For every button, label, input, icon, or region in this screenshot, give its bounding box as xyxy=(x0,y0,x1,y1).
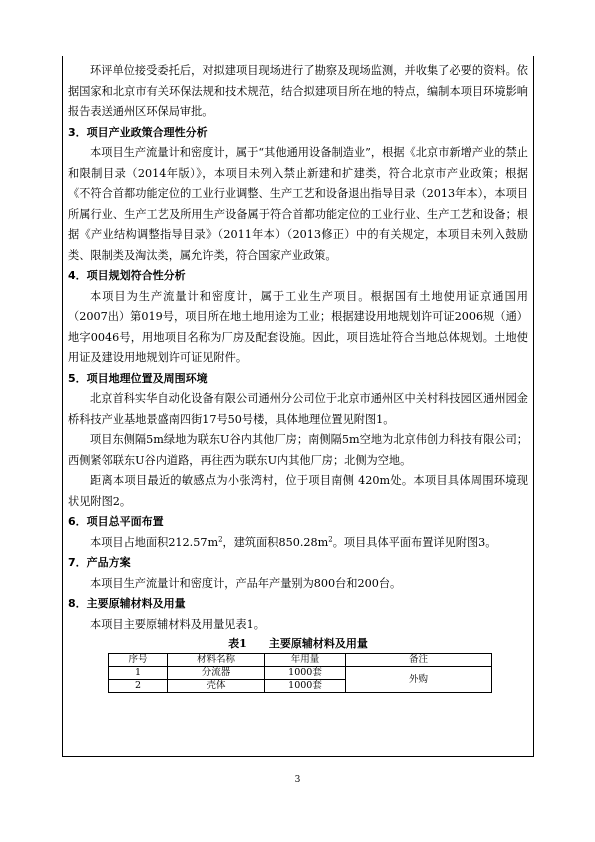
section-heading-3: 3．项目产业政策合理性分析 xyxy=(68,125,208,139)
section-5-paragraph-2: 项目东侧隔5m绿地为联东U谷内其他厂房；南侧隔5m空地为北京伟创力科技有限公司；西侧紧邻联东U谷内道路，再往西为联东U内其他厂房；北侧为空地。 xyxy=(68,433,528,467)
page-number: 3 xyxy=(294,775,301,785)
col-header-name: 材料名称 xyxy=(168,654,265,667)
section-3-paragraph: 本项目生产流量计和密度计，属于“其他通用设备制造业”，根据《北京市新增产业的禁止和限制目录（2014年版）》，本项目未列入禁止新建和扩建类，符合北京市产业政策；根据《不符合首都功能定位的工业行业调整、生产工艺和设备退出指导目录（2013年本），本项目所属行业、生产工艺及所用生产设备属于符合首都功能定位的工业行业、生产工艺和设备；根据《产业结构调整指导目录》（2011年本）（2013修正）中的有关规定，本项目未列入鼓励类、限制类及淘汰类，属允许类，符合国家产业政策。 xyxy=(68,146,528,262)
cell-name: 分流器 xyxy=(168,667,265,680)
cell-no: 1 xyxy=(109,667,168,680)
area-text-3: 。项目具体平面布置详见附图3。 xyxy=(332,535,497,549)
area-sup-2: 2 xyxy=(328,534,333,543)
cell-qty: 1000套 xyxy=(265,680,346,693)
section-heading-8: 8．主要原辅材料及用量 xyxy=(68,597,186,610)
cell-name: 壳体 xyxy=(168,680,265,693)
materials-table xyxy=(108,653,492,693)
table-title: 表1 主要原辅材料及用量 xyxy=(228,637,368,650)
table-header-row xyxy=(109,654,492,667)
cell-qty: 1000套 xyxy=(265,667,346,680)
area-text-1: 本项目占地面积212.57m xyxy=(90,535,219,549)
section-6-paragraph xyxy=(68,533,528,554)
area-text-2: ，建筑面积850.28m xyxy=(222,535,329,549)
section-heading-4: 4．项目规划符合性分析 xyxy=(68,269,186,282)
col-header-qty: 年用量 xyxy=(265,654,346,667)
cell-no: 2 xyxy=(109,680,168,693)
cell-remark: 外购 xyxy=(346,667,492,693)
section-heading-5: 5．项目地理位置及周围环境 xyxy=(68,371,208,385)
intro-paragraph: 环评单位接受委托后，对拟建项目现场进行了勘察及现场监测，并收集了必要的资料。依据国家和北京市有关环保法规和技术规范，结合拟建项目所在地的特点，编制本项目环境影响报告表送通州区环保局审批。 xyxy=(68,64,528,118)
section-5-paragraph-1: 北京首科实华自动化设备有限公司通州分公司位于北京市通州区中关村科技园区通州园金桥科技产业基地景盛南四街17号50号楼，具体地理位置见附图1。 xyxy=(68,392,528,426)
section-7-paragraph: 本项目生产流量计和密度计，产品年产量别为800台和200台。 xyxy=(90,576,402,590)
col-header-remark: 备注 xyxy=(346,654,492,667)
section-5-paragraph-3: 距离本项目最近的敏感点为小张湾村，位于项目南侧 420m处。本项目具体周围环境现状见附图2。 xyxy=(68,474,528,508)
section-8-paragraph: 本项目主要原辅材料及用量见表1。 xyxy=(90,617,265,631)
area-sup-1: 2 xyxy=(218,534,223,543)
section-4-paragraph: 本项目为生产流量计和密度计，属于工业生产项目。根据国有土地使用证京通国用（2007出）第019号，项目所在地土地用途为工业；根据建设用地规划许可证2006规（通）地字0046号，用地项目名称为厂房及配套设施。因此，项目选址符合当地总体规划。土地使用证及建设用地规划许可证见附件。 xyxy=(68,289,528,364)
section-heading-7: 7．产品方案 xyxy=(68,556,131,569)
document-body xyxy=(68,61,528,693)
table-row xyxy=(109,667,492,680)
section-heading-6: 6．项目总平面布置 xyxy=(68,515,164,528)
col-header-no: 序号 xyxy=(109,654,168,667)
